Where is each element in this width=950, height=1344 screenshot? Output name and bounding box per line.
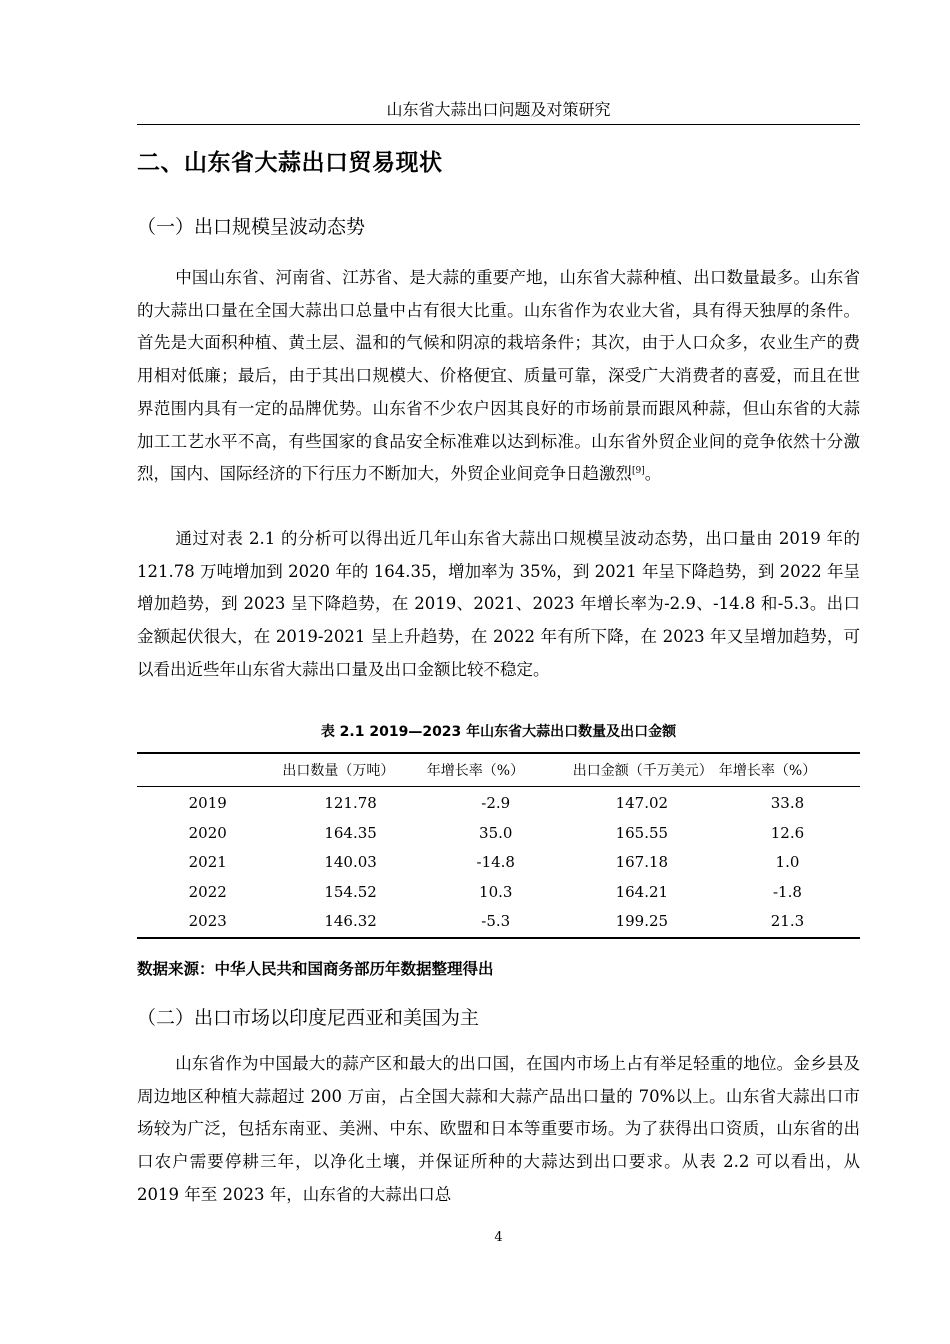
table-header-cell: 出口金额（千万美元） xyxy=(572,763,713,779)
table-cell: 21.3 xyxy=(770,912,805,931)
table-header-cell: 出口数量（万吨） xyxy=(282,763,395,779)
table-cell: 2020 xyxy=(188,823,227,842)
table-cell: 165.55 xyxy=(615,823,669,842)
citation-marker[interactable]: [9] xyxy=(632,466,645,477)
table-cell: 154.52 xyxy=(324,882,377,901)
header-rule xyxy=(137,124,860,125)
table-cell: 140.03 xyxy=(324,853,377,872)
table-header-row xyxy=(137,753,860,787)
table-cell: 164.21 xyxy=(615,882,669,901)
paragraph-2 xyxy=(137,523,860,687)
subsection-title-1: （一）出口规模呈波动态势 xyxy=(137,216,366,238)
table-cell: 2023 xyxy=(188,912,227,931)
table-cell: -2.9 xyxy=(481,794,511,812)
table-cell: 167.18 xyxy=(615,853,669,872)
section-title: 二、山东省大蒜出口贸易现状 xyxy=(137,150,443,176)
table-source-note: 数据来源：中华人民共和国商务部历年数据整理得出 xyxy=(137,960,494,978)
table-cell: 35.0 xyxy=(479,823,513,842)
table-cell: 10.3 xyxy=(479,882,513,901)
table-caption: 表 2.1 2019—2023 年山东省大蒜出口数量及出口金额 xyxy=(320,724,677,740)
table-cell: 12.6 xyxy=(770,823,805,842)
table-cell: 2022 xyxy=(188,882,227,901)
paragraph-1-end: 。 xyxy=(644,464,662,484)
table-cell: 199.25 xyxy=(615,912,669,931)
table-row xyxy=(137,819,860,849)
table-cell: 147.02 xyxy=(615,794,669,812)
table-cell: 146.32 xyxy=(324,912,377,931)
table-cell: 2021 xyxy=(188,853,227,872)
table-header-cell: 年增长率（%） xyxy=(426,763,525,779)
table-cell: 164.35 xyxy=(324,823,377,842)
table-cell: 121.78 xyxy=(324,794,377,812)
export-table xyxy=(137,752,860,939)
table-row xyxy=(137,848,860,878)
table-cell: 2019 xyxy=(188,794,227,812)
table-header-cell xyxy=(137,753,278,787)
subsection-title-2: （二）出口市场以印度尼西亚和美国为主 xyxy=(137,1007,480,1029)
page-number: 4 xyxy=(494,1230,503,1245)
paragraph-2-text: 通过对表 2.1 的分析可以得出近几年山东省大蒜出口规模呈波动态势，出口量由 2019 年的 121.78 万吨增加到 2020 年的 164.35，增加率为 35%，到 2021 年呈下降趋势，到 2022 年呈增加趋势，到 2023 呈下降趋势，在 2019、2021、2023 年增长率为-2.9、-14.8 和-5.3。出口金额起伏很大，在 2019-2021 呈上升趋势，在 2022 年有所下降，在 2023 年又呈增加趋势，可以看出近些年山东省大蒜出口量及出口金额比较不稳定。 xyxy=(137,529,860,679)
running-header: 山东省大蒜出口问题及对策研究 xyxy=(386,100,611,119)
paragraph-1 xyxy=(137,262,860,491)
table-cell: 1.0 xyxy=(775,853,800,872)
paragraph-1-text: 中国山东省、河南省、江苏省、是大蒜的重要产地，山东省大蒜种植、出口数量最多。山东省的大蒜出口量在全国大蒜出口总量中占有很大比重。山东省作为农业大省，具有得天独厚的条件。首先是大面积种植、黄土层、温和的气候和阴凉的栽培条件；其次，由于人口众多，农业生产的费用相对低廉；最后，由于其出口规模大、价格便宜、质量可靠，深受广大消费者的喜爱，而且在世界范围内具有一定的品牌优势。山东省不少农户因其良好的市场前景而跟风种蒜，但山东省的大蒜加工工艺水平不高，有些国家的食品安全标准难以达到标准。山东省外贸企业间的竞争依然十分激烈，国内、国际经济的下行压力不断加大，外贸企业间竞争日趋激烈 xyxy=(137,268,860,484)
table-row xyxy=(137,787,860,819)
table-cell: -14.8 xyxy=(476,853,515,872)
table-row xyxy=(137,907,860,938)
table-row xyxy=(137,878,860,908)
table-cell: -5.3 xyxy=(481,912,511,931)
paragraph-3 xyxy=(137,1048,860,1212)
paragraph-3-text: 山东省作为中国最大的蒜产区和最大的出口国，在国内市场上占有举足轻重的地位。金乡县及周边地区种植大蒜超过 200 万亩，占全国大蒜和大蒜产品出口量的 70%以上。山东省大蒜出口市场较为广泛，包括东南亚、美洲、中东、欧盟和日本等重要市场。为了获得出口资质，山东省的出口农户需要停耕三年，以净化土壤，并保证所种的大蒜达到出口要求。从表 2.2 可以看出，从 2019 年至 2023 年，山东省的大蒜出口总 xyxy=(137,1054,860,1204)
table-cell: 33.8 xyxy=(770,794,805,812)
table-cell: -1.8 xyxy=(772,882,802,901)
table-header-cell: 年增长率（%） xyxy=(718,763,817,779)
